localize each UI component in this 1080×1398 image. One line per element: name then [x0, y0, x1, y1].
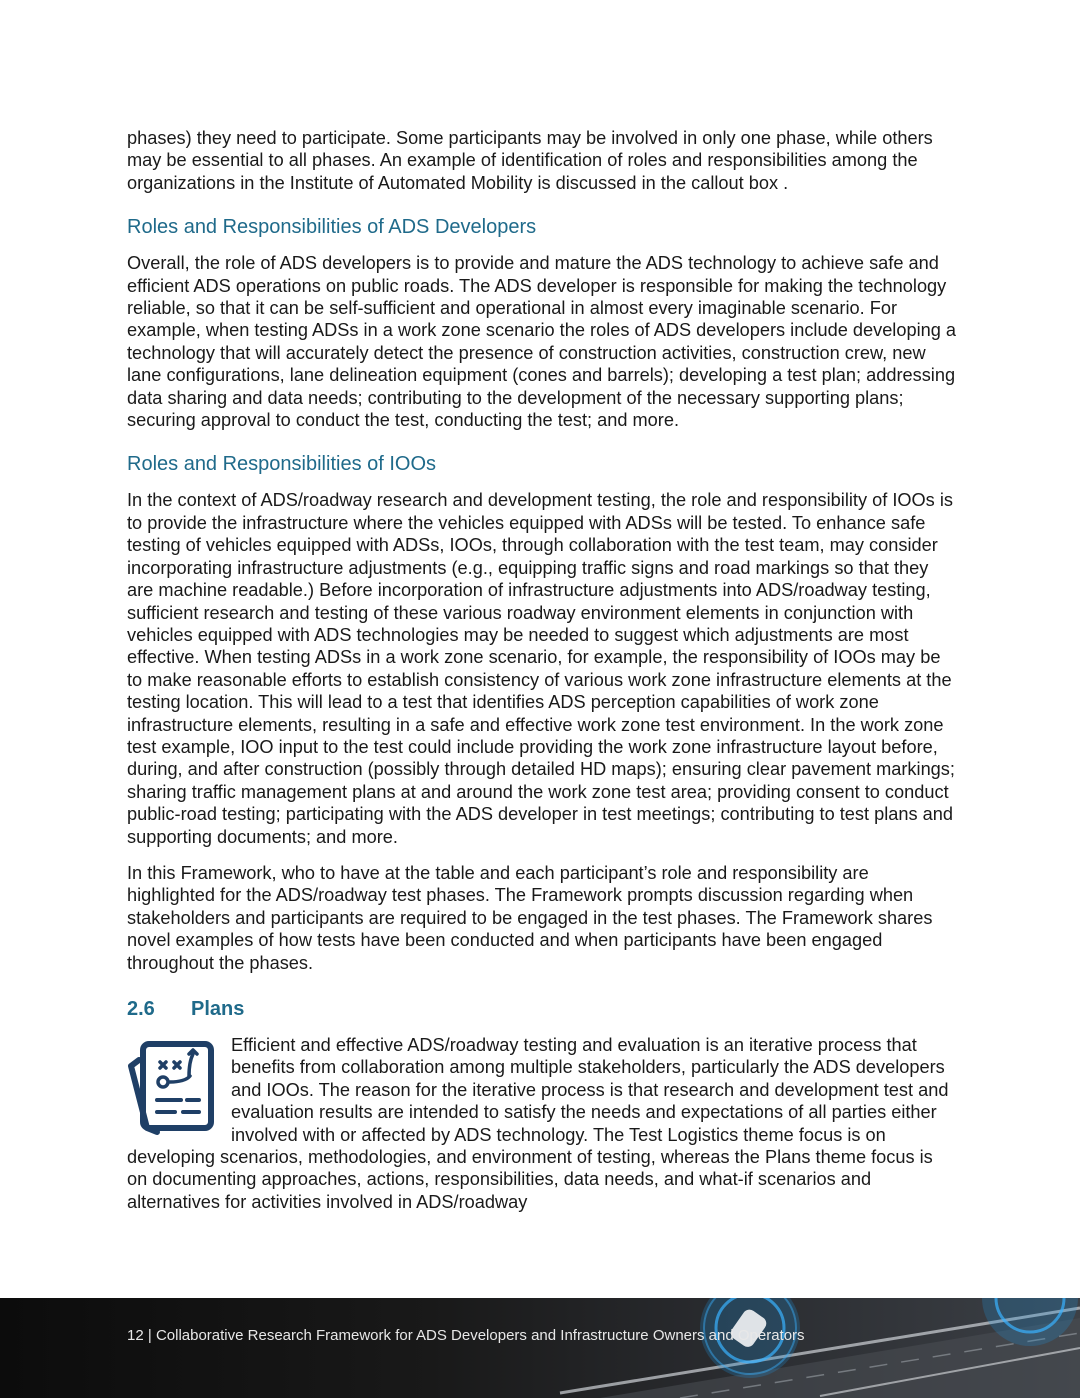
ads-developers-heading: Roles and Responsibilities of ADS Developers — [127, 216, 537, 239]
intro-paragraph: phases) they need to participate. Some participants may be involved in only one phase, while others may be essential to all phases. An example of identification of roles and responsibilities among the organizations in the Institute of Automated Mobility is discussed in the callout box . — [127, 128, 933, 193]
section-heading-plans — [127, 996, 957, 1022]
section-number: 2.6 — [127, 998, 155, 1020]
footer-title: Collaborative Research Framework for ADS Developers and Infrastructure Owners and Operators — [155, 1327, 805, 1344]
plans-clipboard-icon — [127, 1038, 219, 1138]
plans-block — [127, 1034, 957, 1213]
ads-developers-paragraph: Overall, the role of ADS developers is to provide and mature the ADS technology to achieve safe and efficient ADS operations on public roads. The ADS developer is responsible for making the technology reliable, so that it can be self-sufficient and operational in almost every imaginable scenario. For example, when testing ADSs in a work zone scenario the roles of ADS developers include developing a technology that will accurately detect the presence of construction activities, construction crew, new lane configurations, lane delineation equipment (cones and barrels); developing a test plan; addressing data sharing and data needs; contributing to the development of the necessary supporting plans; securing approval to conduct the test, conducting the test; and more. — [127, 253, 957, 431]
page-footer — [0, 1298, 1080, 1398]
framework-paragraph: In this Framework, who to have at the table and each participant’s role and responsibility are highlighted for the ADS/roadway test phases. The Framework prompts discussion regarding when stakeholders and participants are required to be engaged in the test phases. The Framework shares novel examples of how tests have been conducted and when participants have been engaged throughout the phases. — [127, 862, 933, 973]
plans-paragraph: Efficient and effective ADS/roadway testing and evaluation is an iterative process that benefits from collaboration among multiple stakeholders, particularly the ADS developers and IOOs. The reason for the iterative process is that research and development test and evaluation results are intended to satisfy the needs and expectations of all parties either involved with or affected by ADS technology. The Test Logistics theme focus is on developing scenarios, methodologies, and environment of testing, whereas the Plans theme focus is on documenting approaches, actions, responsibilities, data needs, and what-if scenarios and alternatives for activities involved in ADS/roadway — [127, 1035, 949, 1212]
page-content — [127, 127, 957, 1227]
footer-text — [127, 1326, 805, 1346]
page-number: 12 — [127, 1327, 144, 1344]
footer-separator: | — [147, 1327, 152, 1344]
road-background-graphic — [0, 1298, 1080, 1398]
section-title: Plans — [191, 998, 245, 1020]
ioo-paragraph: In the context of ADS/roadway research and development testing, the role and responsibility of IOOs is to provide the infrastructure where the vehicles equipped with ADSs will be tested. To enhance safe testing of vehicles equipped with ADSs, IOOs, through collaboration with the test team, may consider incorporating infrastructure adjustments (e.g., equipping traffic signs and road markings so that they are machine readable.) Before incorporation of infrastructure adjustments into ADS/roadway testing, sufficient research and testing of these various roadway environment elements in conjunction with vehicles equipped with ADS technologies may be needed to suggest which adjustments are most effective. When testing ADSs in a work zone scenario, for example, the responsibility of IOOs may be to make reasonable efforts to establish consistency of various work zone infrastructure elements at the testing location. This will lead to a test that identifies ADS perception capabilities of work zone infrastructure elements, resulting in a safe and effective work zone test environment. In the work zone test example, IOO input to the test could include providing the work zone infrastructure layout before, during, and after construction (possibly through detailed HD maps); ensuring clear pavement markings; sharing traffic management plans at and around the work zone test area; providing consent to conduct public-road testing; participating with the ADS developer in test meetings; contributing to test plans and supporting documents; and more. — [127, 490, 955, 847]
ioo-heading: Roles and Responsibilities of IOOs — [127, 453, 437, 476]
